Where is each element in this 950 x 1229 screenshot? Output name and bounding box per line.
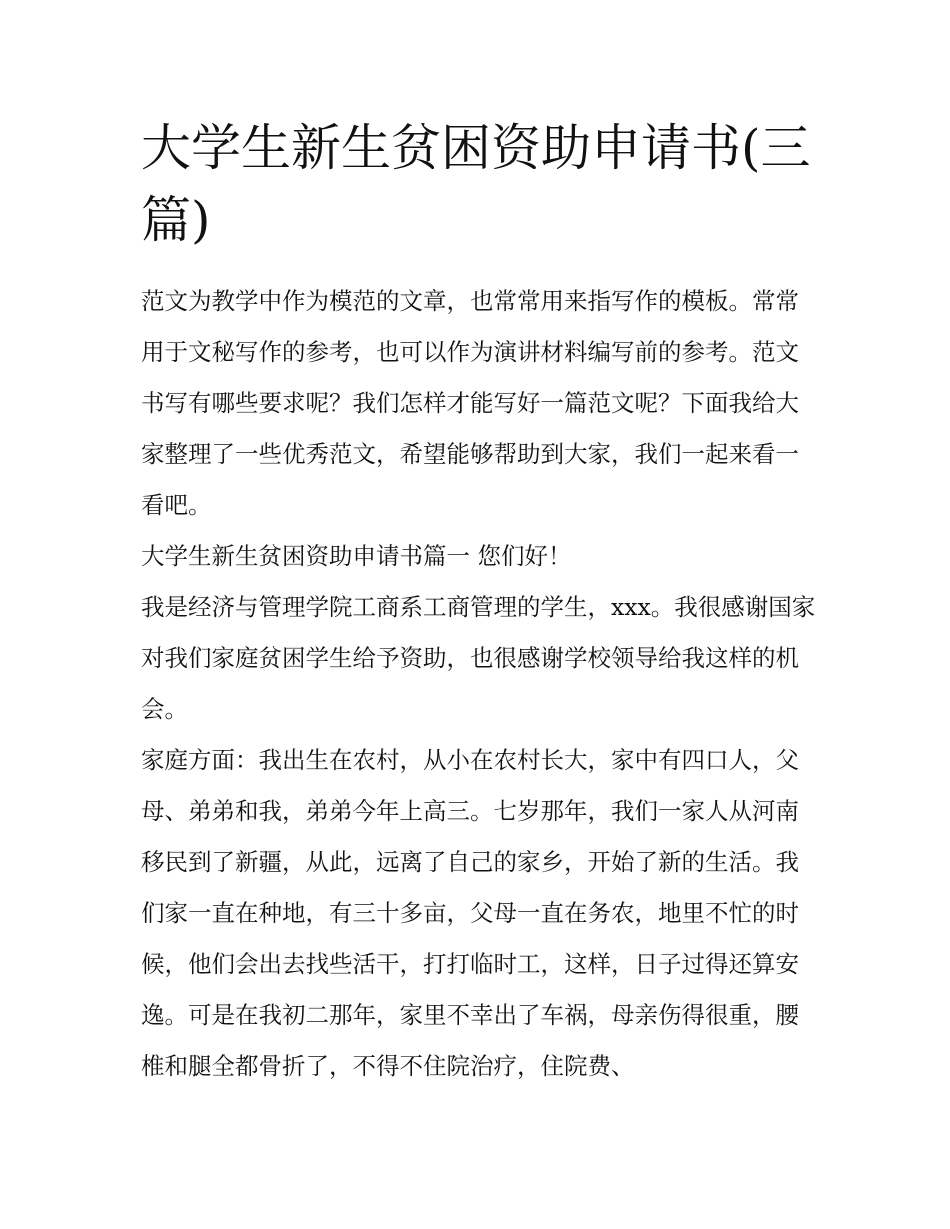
student-intro-paragraph: 我是经济与管理学院工商系工商管理的学生，xxx。我很感谢国家对我们家庭贫困学生给予资助，也很感谢学校领导给我这样的机会。 [141,593,816,723]
document-body [141,112,817,1092]
document-title: 大学生新生贫困资助申请书(三篇) [141,119,811,249]
intro-paragraph: 范文为教学中作为模范的文章，也常常用来指写作的模板。常常用于文秘写作的参考，也可以作为演讲材料编写前的参考。范文书写有哪些要求呢？我们怎样才能写好一篇范文呢？下面我给大家整理了一些优秀范文，希望能够帮助到大家，我们一起来看一看吧。 [141,287,799,519]
family-paragraph: 家庭方面：我出生在农村，从小在农村长大，家中有四口人，父母、弟弟和我，弟弟今年上高三。七岁那年，我们一家人从河南移民到了新疆，从此，远离了自己的家乡，开始了新的生活。我们家一直在种地，有三十多亩，父母一直在务农，地里不忙的时候，他们会出去找些活干，打打临时工，这样，日子过得还算安逸。可是在我初二那年，家里不幸出了车祸，母亲伤得很重，腰椎和腿全都骨折了，不得不住院治疗，住院费、 [141,746,799,1080]
section-heading-paragraph: 大学生新生贫困资助申请书篇一 您们好！ [141,542,572,570]
paragraph-list [141,276,817,1092]
